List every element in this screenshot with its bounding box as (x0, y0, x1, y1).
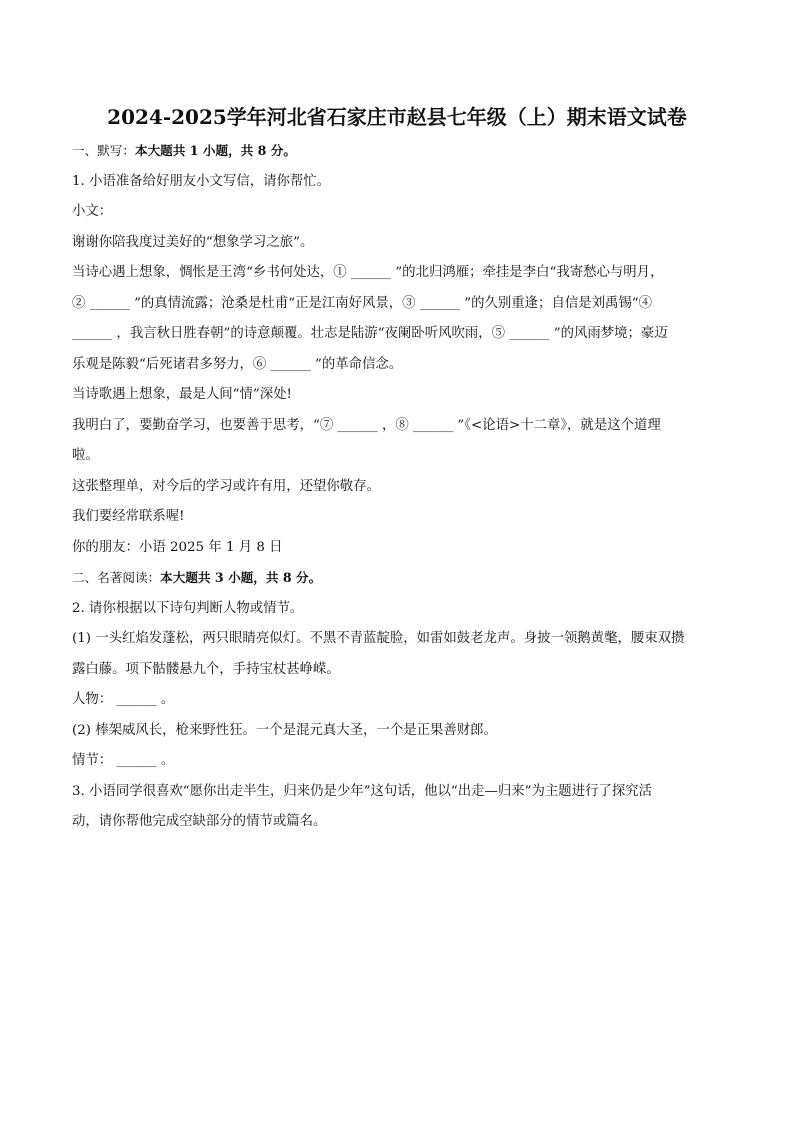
q2-sub2: (2) 棒架威风长，枪来野性狂。一个是混元真大圣，一个是正果善财郎。 (72, 722, 497, 738)
q1-paragraph-4-line-1: 我明白了，要勤奋学习，也要善于思考，“⑦ ______ ，⑧ ______ ”《<论语>十二章》，就是这个道理 (72, 417, 661, 433)
section-two-header (72, 563, 722, 594)
q1-paragraph-2-line-1: 当诗心遇上想象，惆怅是王湾“乡书何处达，① ______ ”的北归鸿雁；牵挂是李白“我寄愁心与明月， (72, 265, 664, 280)
q2-sub1-line-1: (1) 一头红焰发蓬松，两只眼睛亮似灯。不黑不青蓝靛脸，如雷如鼓老龙声。身披一领鹅黄氅，腰束双攒 (72, 631, 685, 646)
q2-stem: 2. 请你根据以下诗句判断人物或情节。 (72, 600, 304, 616)
q1-paragraph-1: 谢谢你陪我度过美好的“想象学习之旅”。 (72, 234, 314, 250)
q2-sub1-line-2: 露白藤。项下骷髅悬九个，手持宝杖甚峥嵘。 (72, 661, 340, 677)
q2-answer-1: 人物： ______ 。 (72, 692, 175, 707)
q1-paragraph-5: 这张整理单，对今后的学习或许有用，还望你敬存。 (72, 478, 380, 494)
page-title: 2024-2025学年河北省石家庄市赵县七年级（上）期末语文试卷 (107, 105, 687, 129)
q1-paragraph-3: 当诗歌遇上想象，最是人间“情”深处! (72, 387, 292, 402)
section-one-info: 本大题共 1 小题，共 8 分。 (134, 143, 296, 158)
q3-stem-line-2: 动，请你帮他完成空缺部分的情节或篇名。 (72, 814, 327, 829)
q1-paragraph-6: 我们要经常联系喔! (72, 509, 185, 524)
q2-answer-2: 情节： ______ 。 (72, 753, 175, 768)
q1-salutation: 小文： (72, 204, 113, 219)
section-one-header (72, 136, 722, 167)
q1-paragraph-4-line-2: 啦。 (72, 448, 99, 463)
q1-paragraph-2-line-2: ② ______ ”的真情流露；沧桑是杜甫“正是江南好风景，③ ______ ”的久别重逢；自信是刘禹锡“④ (72, 295, 653, 311)
section-two-prefix: 二、名著阅读： (72, 570, 161, 585)
section-two-info: 本大题共 3 小题，共 8 分。 (160, 570, 322, 585)
q1-paragraph-2-line-4: 乐观是陈毅“后死诸君多努力，⑥ ______ ”的革命信念。 (72, 356, 403, 372)
q3-stem-line-1: 3. 小语同学很喜欢“愿你出走半生，归来仍是少年”这句话，他以“出走—归来”为主题进行了探究活 (72, 783, 653, 799)
q1-signature: 你的朋友：小语 2025 年 1 月 8 日 (72, 539, 283, 555)
section-one-prefix: 一、默写： (72, 143, 135, 158)
q1-stem: 1. 小语准备给好朋友小文写信，请你帮忙。 (72, 173, 331, 189)
q1-paragraph-2-line-3: ______ ，我言秋日胜春朝”的诗意颠覆。壮志是陆游“夜阑卧听风吹雨，⑤ ______ ”的风雨梦境；豪迈 (72, 326, 668, 341)
